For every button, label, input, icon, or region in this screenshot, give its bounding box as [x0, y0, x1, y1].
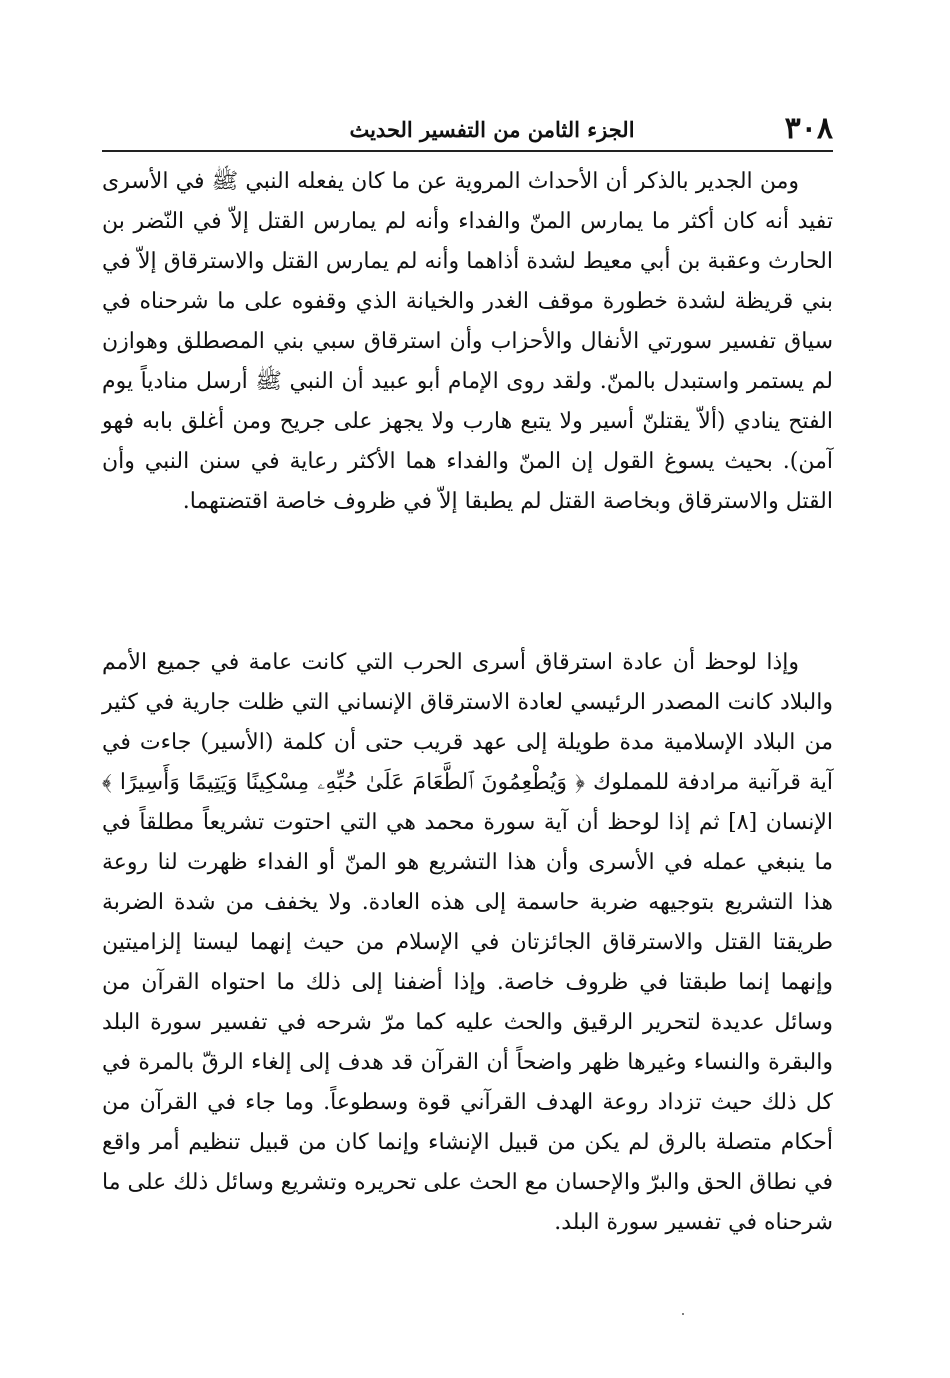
- page-header: [102, 108, 833, 152]
- paragraph-1: [102, 162, 833, 522]
- paragraph-2: [102, 643, 833, 1243]
- header-divider: [102, 150, 833, 152]
- paragraph-2-text: وإذا لوحظ أن عادة استرقاق أسرى الحرب التي كانت عامة في جميع الأمم والبلاد كانت المصدر الرئيسي لعادة الاسترقاق الإنساني التي ظلت جارية في كثير من البلاد الإسلامية مدة طويلة إلى عهد قريب حتى أن كلمة (الأسير) جاءت في آية قرآنية مرادفة للمملوك ﴿ وَيُطْعِمُونَ ٱلطَّعَامَ عَلَىٰ حُبِّهِۦ مِسْكِينًا وَيَتِيمًا وَأَسِيرًا ﴾ الإنسان [٨] ثم إذا لوحظ أن آية سورة محمد هي التي احتوت تشريعاً مطلقاً في ما ينبغي عمله في الأسرى وأن هذا التشريع هو المنّ أو الفداء ظهرت لنا روعة هذا التشريع بتوجيهه ضربة حاسمة إلى هذه العادة. ولا يخفف من شدة الضربة طريقتا القتل والاسترقاق الجائزتان في الإسلام من حيث إنهما ليستا إلزاميتين وإنهما إنما طبقتا في ظروف خاصة. وإذا أضفنا إلى ذلك ما احتواه القرآن من وسائل عديدة لتحرير الرقيق والحث عليه كما مرّ شرحه في تفسير سورة البلد والبقرة والنساء وغيرها ظهر واضحاً أن القرآن قد هدف إلى إلغاء الرقّ بالمرة في كل ذلك حيث تزداد روعة الهدف القرآني قوة وسطوعاً. وما جاء في القرآن من أحكام متصلة بالرق لم يكن من قبيل الإنشاء وإنما كان من قبيل تنظيم أمر واقع في نطاق الحق والبرّ والإحسان مع الحث على تحريره وتشريع وسائل ذلك على ما شرحناه في تفسير سورة البلد.: [102, 650, 834, 1235]
- scan-speck: [682, 1313, 684, 1315]
- running-title: الجزء الثامن من التفسير الحديث: [349, 117, 635, 142]
- paragraph-1-text: ومن الجدير بالذكر أن الأحداث المروية عن ما كان يفعله النبي ﷺ في الأسرى تفيد أنه كان أكثر ما يمارس المنّ والفداء وأنه لم يمارس القتل إلاّ في النّضر بن الحارث وعقبة بن أبي معيط لشدة أذاهما وأنه لم يمارس القتل والاسترقاق إلاّ في بني قريظة لشدة خطورة موقف الغدر والخيانة الذي وقفوه على ما شرحناه في سياق تفسير سورتي الأنفال والأحزاب وأن استرقاق سبي بني المصطلق وهوازن لم يستمر واستبدل بالمنّ. ولقد روى الإمام أبو عبيد أن النبي ﷺ أرسل منادياً يوم الفتح ينادي (ألاّ يقتلنّ أسير ولا يتبع هارب ولا يجهز على جريح ومن أغلق بابه فهو آمن). بحيث يسوغ القول إن المنّ والفداء هما الأكثر رعاية في سنن النبي وأن القتل والاسترقاق وبخاصة القتل لم يطبقا إلاّ في ظروف خاصة اقتضتهما.: [102, 169, 833, 514]
- page-number: ٣٠٨: [784, 111, 833, 146]
